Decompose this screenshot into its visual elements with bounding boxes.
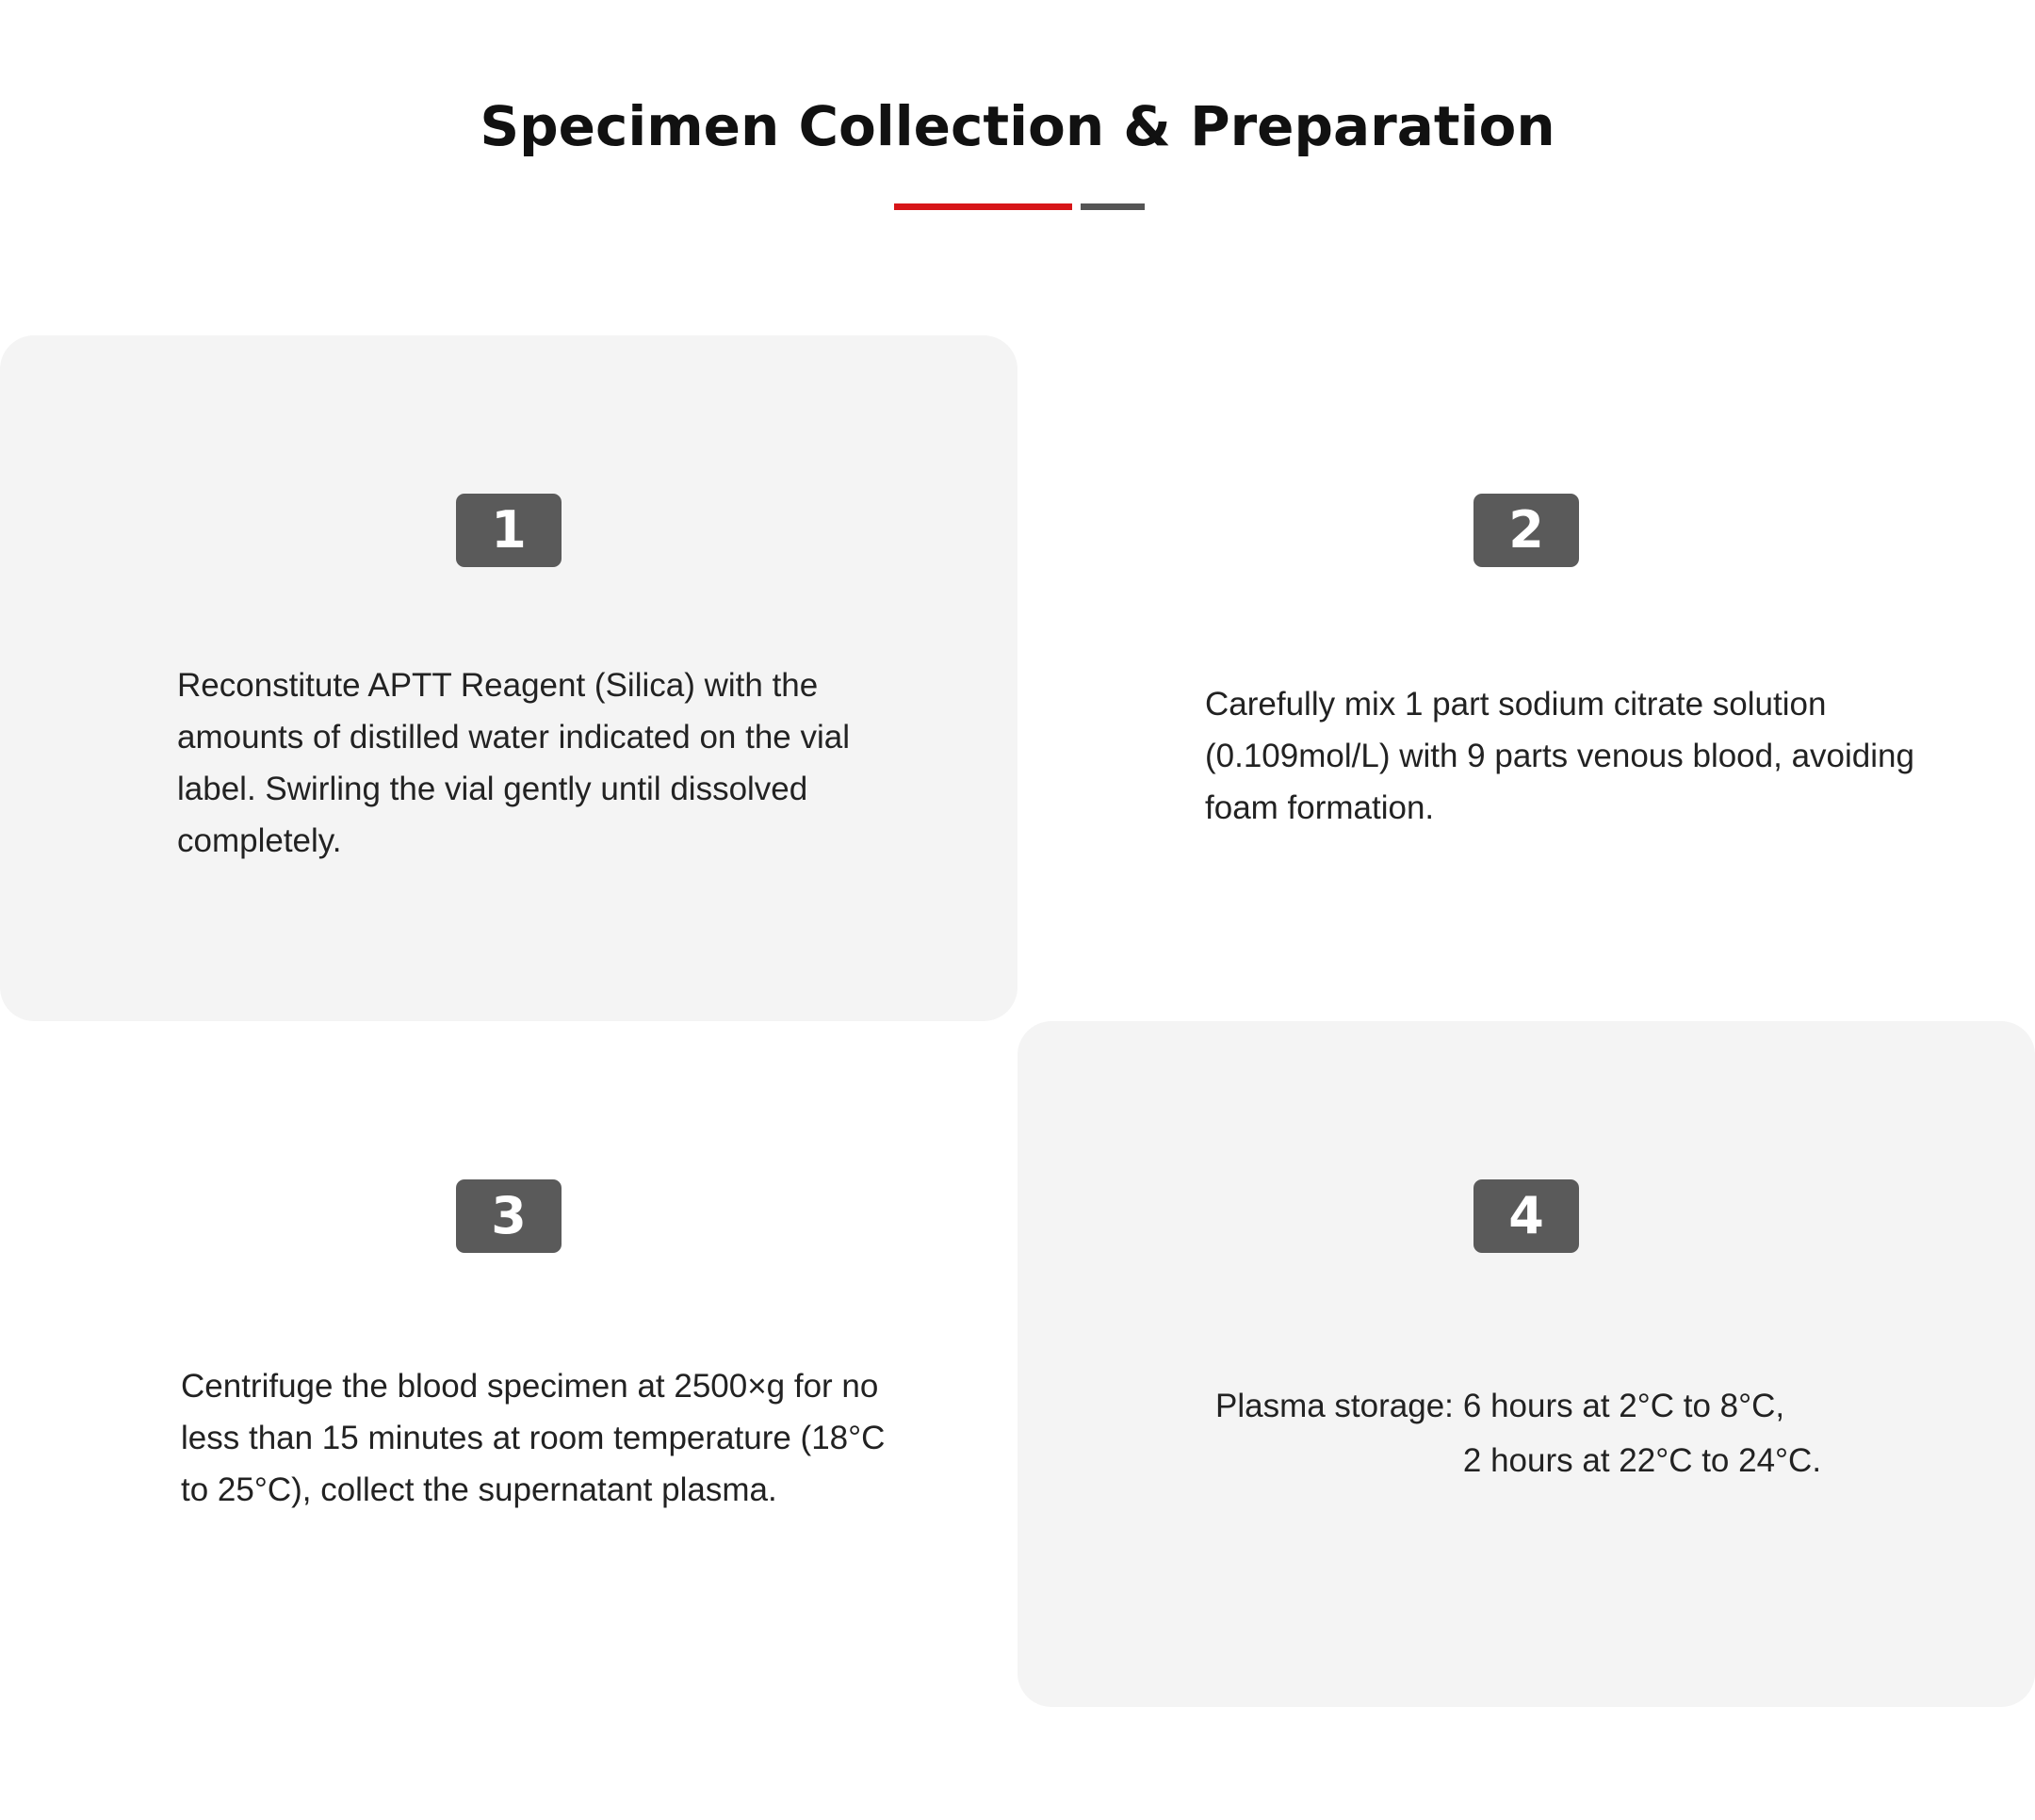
plasma-storage-line: 2 hours at 22°C to 24°C. [1462,1442,1822,1479]
step-card-4 [1018,1021,2035,1707]
step-description: Carefully mix 1 part sodium citrate solution (0.109mol/L) with 9 parts venous blood, avoiding foam formation. [1205,686,1914,826]
plasma-storage-info [1215,1379,1821,1488]
plasma-storage-label: Plasma storage: [1215,1388,1454,1424]
step-number-badge: 2 [1473,494,1579,567]
plasma-storage-line: 6 hours at 2°C to 8°C, [1462,1388,1785,1424]
step-number-badge: 3 [456,1179,562,1253]
step-description: Centrifuge the blood specimen at 2500×g for no less than 15 minutes at room temperature (18°C to 25°C), collect the supernatant plasma. [181,1368,886,1508]
step-card-2 [1018,335,2035,1021]
title-underline-secondary [1081,203,1145,210]
title-underline-accent [894,203,1072,210]
step-card-1 [0,335,1018,1021]
step-number-badge: 4 [1473,1179,1579,1253]
step-number-badge: 1 [456,494,562,567]
page-title: Specimen Collection & Preparation [480,94,1555,158]
step-card-3 [0,1021,1018,1707]
step-description: Reconstitute APTT Reagent (Silica) with the amounts of distilled water indicated on the vial label. Swirling the vial gently until dissolved completely. [177,667,851,859]
plasma-storage-values [1463,1379,1821,1488]
